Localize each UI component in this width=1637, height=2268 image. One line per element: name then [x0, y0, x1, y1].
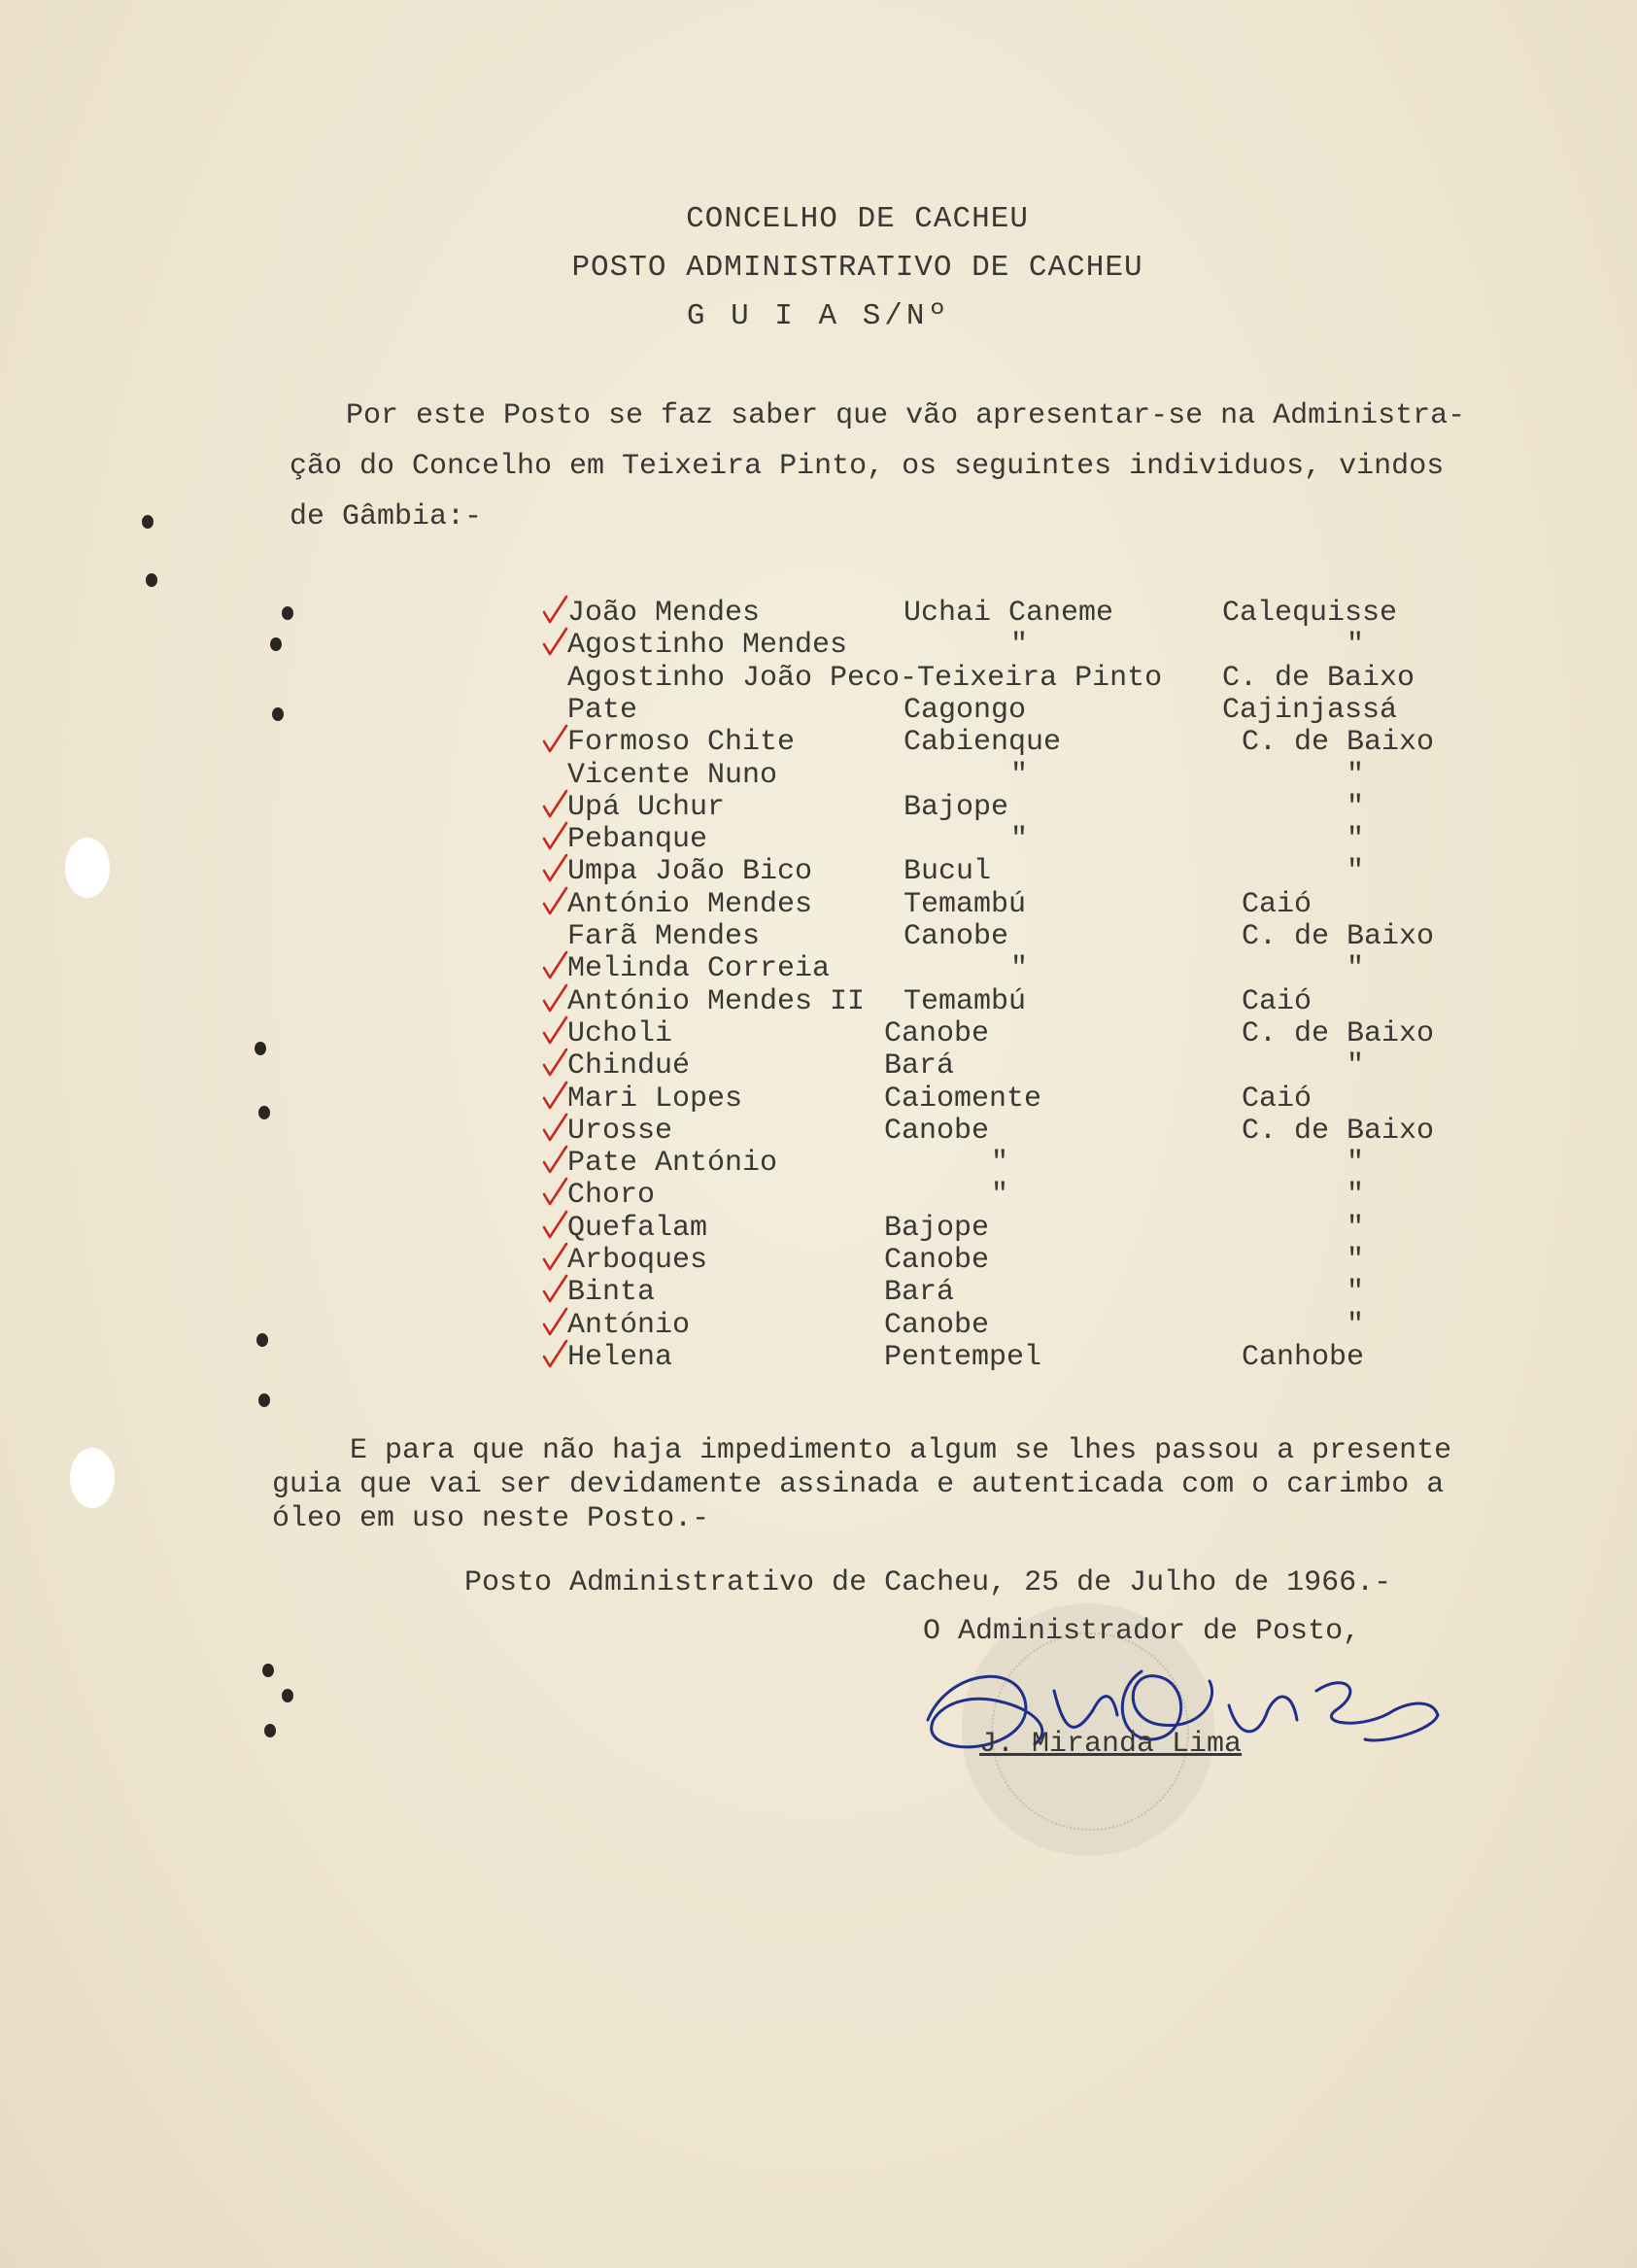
- list-item: [0, 629, 1637, 661]
- check-mark-icon: [540, 593, 569, 626]
- list-item: [0, 597, 1637, 629]
- person-name: [567, 888, 812, 921]
- origin-village: Bará: [884, 1276, 955, 1310]
- origin-village: ": [1010, 823, 1029, 857]
- origin-village: Caiomente: [884, 1082, 1042, 1116]
- person-name: Farã Mendes: [567, 920, 761, 953]
- list-item: [0, 1049, 1637, 1082]
- person-name-text: Quefalam: [567, 1211, 708, 1245]
- person-name-text: Mari Lopes: [567, 1082, 743, 1116]
- list-item: [0, 1212, 1637, 1244]
- list-item: [0, 920, 1637, 952]
- check-mark-icon: [540, 1305, 569, 1338]
- binding-mark: [142, 515, 153, 529]
- person-name: [567, 1341, 672, 1374]
- person-name-text: Ucholi: [567, 1016, 673, 1050]
- closing-line-3: óleo em uso neste Posto.-: [272, 1502, 710, 1535]
- destination-region: ": [1347, 1308, 1365, 1342]
- list-item: [0, 823, 1637, 855]
- closing-line-1: E para que não haja impedimento algum se lhes passou a presente: [350, 1434, 1452, 1467]
- person-name: [567, 1017, 672, 1050]
- person-name-text: Pebanque: [567, 823, 708, 857]
- check-mark-icon: [540, 981, 569, 1014]
- list-item: [0, 952, 1637, 984]
- list-item: [0, 1179, 1637, 1211]
- origin-village: ": [991, 1179, 1009, 1213]
- header-line-1: CONCELHO DE CACHEU: [686, 202, 1029, 236]
- person-name: [567, 726, 795, 759]
- check-mark-icon: [540, 1046, 569, 1079]
- origin-village: ": [1010, 952, 1029, 986]
- list-item: [0, 694, 1637, 726]
- list-item: [0, 791, 1637, 823]
- destination-region: ": [1347, 790, 1365, 824]
- person-name-text: Urosse: [567, 1114, 673, 1148]
- destination-region: Caió: [1242, 984, 1313, 1018]
- list-item: [0, 1276, 1637, 1308]
- check-mark-icon: [540, 1111, 569, 1144]
- person-name-text: Binta: [567, 1276, 656, 1310]
- person-name: [567, 1115, 672, 1148]
- list-item: [0, 759, 1637, 791]
- destination-region: ": [1347, 1276, 1365, 1310]
- person-name: Agostinho João Peco-Teixeira Pinto: [567, 661, 1163, 695]
- intro-line-1: Por este Posto se faz saber que vão apresentar-se na Administra-: [346, 399, 1466, 432]
- intro-line-2: ção do Concelho em Teixeira Pinto, os seguintes individuos, vindos: [290, 450, 1445, 483]
- check-mark-icon: [540, 948, 569, 981]
- destination-region: Caió: [1242, 1082, 1313, 1116]
- destination-region: ": [1347, 758, 1365, 792]
- person-name: [567, 791, 725, 824]
- person-name: [567, 823, 707, 856]
- check-mark-icon: [540, 1337, 569, 1370]
- person-name-text: Upá Uchur: [567, 790, 726, 824]
- signatory-name: J. Miranda Lima: [979, 1728, 1243, 1761]
- check-mark-icon: [540, 1240, 569, 1273]
- closing-line-2: guia que vai ser devidamente assinada e autenticada com o carimbo a: [272, 1468, 1445, 1501]
- origin-village: ": [991, 1147, 1009, 1181]
- destination-region: C. de Baixo: [1242, 1114, 1435, 1148]
- check-mark-icon: [540, 722, 569, 755]
- person-name-text: António: [567, 1308, 691, 1342]
- person-name-text: Formoso Chite: [567, 726, 796, 760]
- binding-mark: [282, 1689, 293, 1702]
- binding-mark: [146, 573, 157, 587]
- list-item: [0, 1244, 1637, 1276]
- check-mark-icon: [540, 819, 569, 852]
- list-item: [0, 1341, 1637, 1373]
- punch-hole-bottom: [70, 1448, 115, 1508]
- person-name-text: Helena: [567, 1340, 673, 1374]
- check-mark-icon: [540, 1014, 569, 1047]
- destination-region: Calequisse: [1222, 597, 1398, 630]
- destination-region: ": [1347, 855, 1365, 889]
- header-line-3: G U I A S/Nº: [686, 299, 951, 333]
- destination-region: Cajinjassá: [1222, 693, 1398, 727]
- origin-village: Temambú: [904, 984, 1027, 1018]
- person-name: [567, 1049, 690, 1082]
- person-name: [567, 952, 830, 985]
- check-mark-icon: [540, 1272, 569, 1305]
- destination-region: ": [1347, 1179, 1365, 1213]
- origin-village: ": [1010, 629, 1029, 663]
- destination-region: ": [1347, 1049, 1365, 1083]
- destination-region: Canhobe: [1242, 1340, 1365, 1374]
- origin-village: Canobe: [884, 1308, 990, 1342]
- person-name-text: João Mendes: [567, 597, 761, 630]
- destination-region: ": [1347, 1147, 1365, 1181]
- check-mark-icon: [540, 1079, 569, 1112]
- person-name: [567, 1276, 655, 1309]
- person-name-text: Arboques: [567, 1244, 708, 1277]
- destination-region: ": [1347, 823, 1365, 857]
- destination-region: C. de Baixo: [1242, 726, 1435, 760]
- person-name: [567, 1244, 707, 1277]
- check-mark-icon: [540, 787, 569, 820]
- binding-mark: [264, 1724, 276, 1737]
- origin-village: Uchai Caneme: [904, 597, 1114, 630]
- check-mark-icon: [540, 625, 569, 658]
- destination-region: ": [1347, 1244, 1365, 1277]
- person-name-text: Pate António: [567, 1147, 778, 1181]
- binding-mark: [258, 1393, 270, 1407]
- destination-region: ": [1347, 952, 1365, 986]
- check-mark-icon: [540, 884, 569, 917]
- destination-region: ": [1347, 629, 1365, 663]
- list-item: [0, 888, 1637, 920]
- person-name-text: Chindué: [567, 1049, 691, 1083]
- person-name-text: Agostinho Mendes: [567, 629, 848, 663]
- origin-village: Bará: [884, 1049, 955, 1083]
- origin-village: Temambú: [904, 887, 1027, 921]
- person-name: Pate: [567, 693, 638, 727]
- person-name-text: Umpa João Bico: [567, 855, 813, 889]
- intro-line-3: de Gâmbia:-: [290, 500, 483, 533]
- origin-village: Pentempel: [884, 1340, 1042, 1374]
- place-date: Posto Administrativo de Cacheu, 25 de Julho de 1966.-: [464, 1566, 1392, 1599]
- list-item: [0, 855, 1637, 887]
- list-item: [0, 662, 1637, 694]
- person-name-text: António Mendes II: [567, 984, 866, 1018]
- destination-region: C. de Baixo: [1222, 661, 1415, 695]
- header-line-2: POSTO ADMINISTRATIVO DE CACHEU: [571, 251, 1143, 285]
- person-name: [567, 1309, 690, 1342]
- list-item: [0, 1309, 1637, 1341]
- origin-village: Bucul: [904, 855, 992, 889]
- destination-region: C. de Baixo: [1242, 920, 1435, 953]
- check-mark-icon: [540, 1175, 569, 1208]
- list-item: [0, 1115, 1637, 1147]
- check-mark-icon: [540, 851, 569, 884]
- list-item: [0, 1147, 1637, 1179]
- origin-village: Cabienque: [904, 726, 1062, 760]
- person-name: Vicente Nuno: [567, 758, 778, 792]
- destination-region: Caió: [1242, 887, 1313, 921]
- destination-region: ": [1347, 1211, 1365, 1245]
- person-name-text: António Mendes: [567, 887, 813, 921]
- list-item: [0, 1082, 1637, 1115]
- origin-village: Canobe: [884, 1114, 990, 1148]
- origin-village: Canobe: [884, 1244, 990, 1277]
- person-name: [567, 1212, 707, 1245]
- origin-village: Canobe: [884, 1016, 990, 1050]
- check-mark-icon: [540, 1208, 569, 1241]
- destination-region: C. de Baixo: [1242, 1016, 1435, 1050]
- origin-village: Bajope: [884, 1211, 990, 1245]
- binding-mark: [262, 1664, 274, 1677]
- person-name: [567, 985, 865, 1018]
- person-name: [567, 855, 812, 888]
- person-name: [567, 1147, 777, 1180]
- person-name: [567, 1179, 655, 1212]
- list-item: [0, 726, 1637, 758]
- origin-village: Bajope: [904, 790, 1009, 824]
- person-name: [567, 1082, 742, 1116]
- check-mark-icon: [540, 1143, 569, 1176]
- person-name-text: Melinda Correia: [567, 952, 831, 986]
- person-name: [567, 597, 760, 630]
- origin-village: ": [1010, 758, 1029, 792]
- list-item: [0, 1017, 1637, 1049]
- person-name-text: Choro: [567, 1179, 656, 1213]
- list-item: [0, 985, 1637, 1017]
- person-name: [567, 629, 847, 662]
- origin-village: Canobe: [904, 920, 1009, 953]
- origin-village: Cagongo: [904, 693, 1027, 727]
- signatory-title: O Administrador de Posto,: [923, 1615, 1361, 1648]
